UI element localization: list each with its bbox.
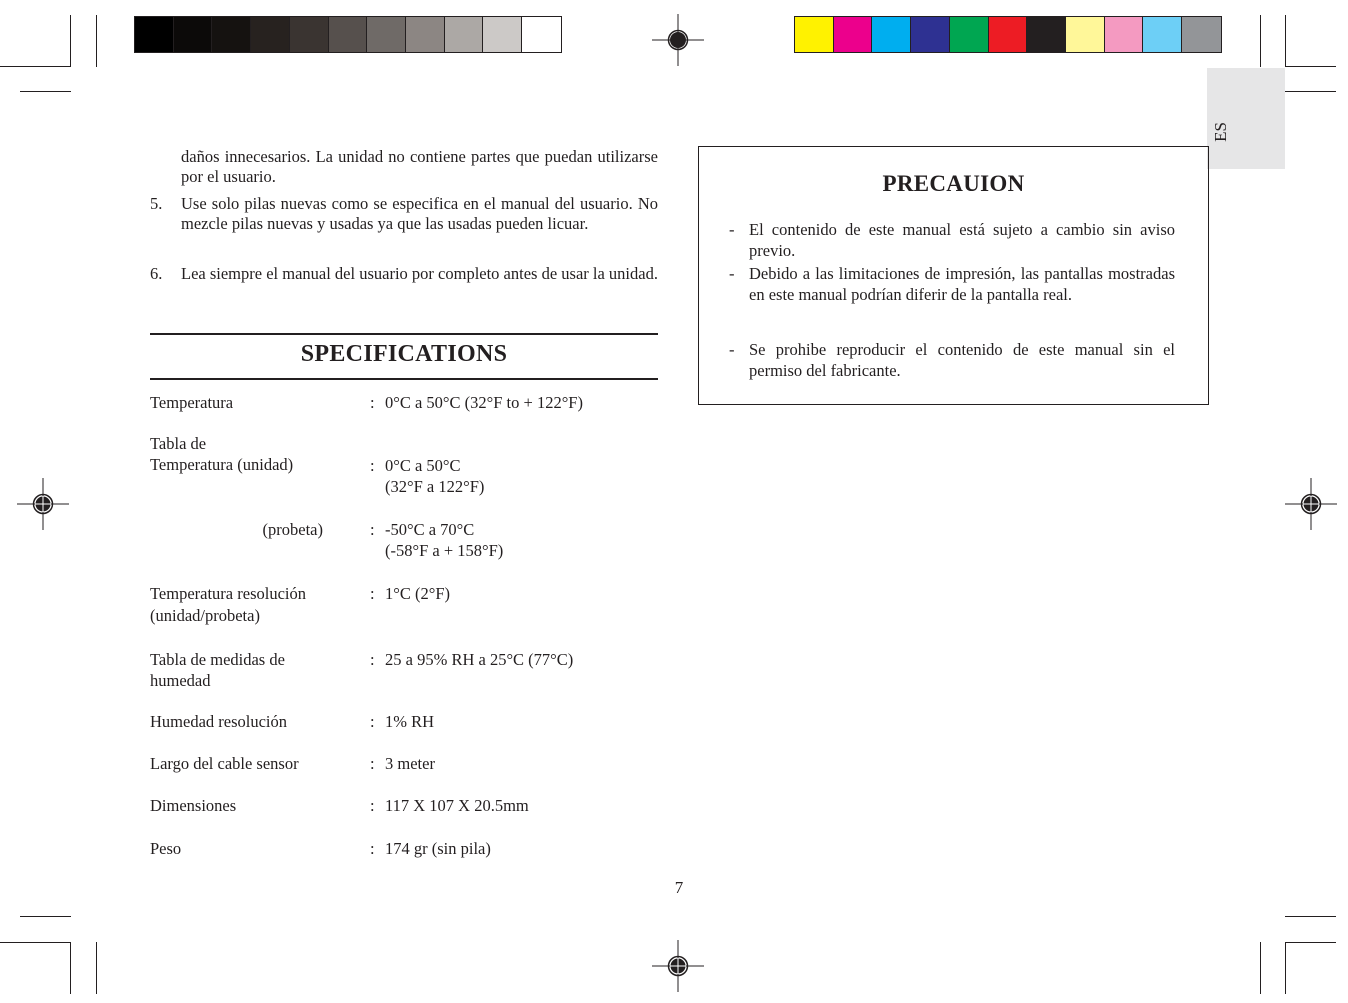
crop-mark bbox=[1260, 15, 1261, 67]
process-swatch bbox=[989, 17, 1028, 52]
process-swatch bbox=[795, 17, 834, 52]
spec-label: Temperatura bbox=[150, 393, 234, 412]
process-swatch bbox=[911, 17, 950, 52]
process-swatch bbox=[1105, 17, 1144, 52]
spec-colon: : bbox=[370, 393, 375, 412]
process-swatch bbox=[834, 17, 873, 52]
bullet-text: Debido a las limitaciones de impresión, las pantallas mostradas en este manual podrían diferir de la pantalla real. bbox=[749, 264, 1175, 304]
crop-mark bbox=[70, 942, 71, 994]
spec-value: 174 gr (sin pila) bbox=[385, 839, 491, 858]
process-swatch bbox=[872, 17, 911, 52]
bullet-dash: - bbox=[729, 340, 735, 359]
language-label: ES bbox=[1211, 122, 1230, 142]
spec-label: Humedad resolución bbox=[150, 712, 288, 731]
crop-mark bbox=[20, 916, 71, 917]
section-rule bbox=[150, 378, 658, 380]
crop-mark bbox=[1285, 942, 1336, 943]
grayscale-swatch bbox=[329, 17, 368, 52]
spec-value: 117 X 107 X 20.5mm bbox=[385, 796, 529, 815]
bullet-text: El contenido de este manual está sujeto a cambio sin aviso previo. bbox=[749, 220, 1175, 260]
registration-mark-icon bbox=[1285, 478, 1337, 530]
grayscale-swatch bbox=[406, 17, 445, 52]
process-swatch bbox=[950, 17, 989, 52]
page-number: 7 bbox=[674, 878, 684, 897]
spec-label: Dimensiones bbox=[150, 796, 237, 815]
crop-mark bbox=[1285, 15, 1286, 67]
grayscale-swatch bbox=[483, 17, 522, 52]
process-swatch bbox=[1066, 17, 1105, 52]
grayscale-swatch bbox=[251, 17, 290, 52]
spec-value: 0°C a 50°C (32°F a 122°F) bbox=[385, 456, 485, 496]
spec-label: Temperatura resolución (unidad/probeta) bbox=[150, 584, 306, 625]
crop-mark bbox=[20, 91, 71, 92]
grayscale-swatch bbox=[290, 17, 329, 52]
bullet-dash: - bbox=[729, 264, 735, 283]
spec-value: 3 meter bbox=[385, 754, 435, 773]
list-item bbox=[150, 194, 658, 256]
spec-value: 0°C a 50°C (32°F to + 122°F) bbox=[385, 393, 583, 412]
grayscale-swatch bbox=[135, 17, 174, 52]
list-item bbox=[150, 264, 658, 306]
section-rule bbox=[150, 333, 658, 335]
registration-mark-icon bbox=[652, 14, 704, 66]
process-color-bar bbox=[794, 16, 1222, 53]
spec-colon: : bbox=[370, 584, 375, 603]
spec-value: 25 a 95% RH a 25°C (77°C) bbox=[385, 650, 574, 669]
spec-colon: : bbox=[370, 754, 375, 773]
list-item-text: Use solo pilas nuevas como se especifica en el manual del usuario. No mezcle pilas nuevas y usadas ya que las usadas pueden licuar. bbox=[181, 194, 658, 233]
spec-colon: : bbox=[370, 796, 375, 815]
grayscale-swatch bbox=[445, 17, 484, 52]
crop-mark bbox=[96, 942, 97, 994]
spec-label: Peso bbox=[150, 839, 182, 858]
process-swatch bbox=[1027, 17, 1066, 52]
crop-mark bbox=[1285, 916, 1336, 917]
continuation-paragraph: daños innecesarios. La unidad no contiene partes que puedan utilizarse por el usuario. bbox=[181, 147, 658, 186]
spec-label: (probeta) bbox=[262, 520, 323, 539]
grayscale-swatch bbox=[367, 17, 406, 52]
process-swatch bbox=[1143, 17, 1182, 52]
spec-label: Largo del cable sensor bbox=[150, 754, 299, 773]
spec-label: Tabla de medidas de humedad bbox=[150, 650, 285, 690]
spec-value: -50°C a 70°C (-58°F a + 158°F) bbox=[385, 520, 504, 560]
specifications-title: SPECIFICATIONS bbox=[300, 341, 508, 367]
crop-mark bbox=[1285, 942, 1286, 994]
grayscale-swatch bbox=[522, 17, 561, 52]
grayscale-swatch bbox=[174, 17, 213, 52]
list-item-number: 6. bbox=[150, 264, 163, 283]
crop-mark bbox=[70, 15, 71, 67]
process-swatch bbox=[1182, 17, 1221, 52]
spec-value: 1°C (2°F) bbox=[385, 584, 450, 603]
bullet-dash: - bbox=[729, 220, 735, 239]
list-item-text: Lea siempre el manual del usuario por completo antes de usar la unidad. bbox=[181, 264, 658, 283]
registration-mark-icon bbox=[17, 478, 69, 530]
crop-mark bbox=[1285, 91, 1336, 92]
spec-colon: : bbox=[370, 456, 375, 475]
spec-colon: : bbox=[370, 520, 375, 539]
spec-colon: : bbox=[370, 650, 375, 669]
spec-value: 1% RH bbox=[385, 712, 435, 731]
spec-label: Tabla de Temperatura (unidad) bbox=[150, 434, 294, 474]
registration-mark-icon bbox=[652, 940, 704, 992]
grayscale-swatch bbox=[212, 17, 251, 52]
crop-mark bbox=[1285, 66, 1336, 67]
crop-mark bbox=[1260, 942, 1261, 994]
spec-colon: : bbox=[370, 712, 375, 731]
crop-mark bbox=[96, 15, 97, 67]
bullet-text: Se prohibe reproducir el contenido de este manual sin el permiso del fabricante. bbox=[749, 340, 1175, 380]
grayscale-color-bar bbox=[134, 16, 562, 53]
list-item-number: 5. bbox=[150, 194, 163, 213]
caution-box bbox=[698, 146, 1209, 405]
crop-mark bbox=[0, 942, 71, 943]
spec-colon: : bbox=[370, 839, 375, 858]
crop-mark bbox=[0, 66, 71, 67]
caution-title: PRECAUION bbox=[882, 171, 1025, 196]
